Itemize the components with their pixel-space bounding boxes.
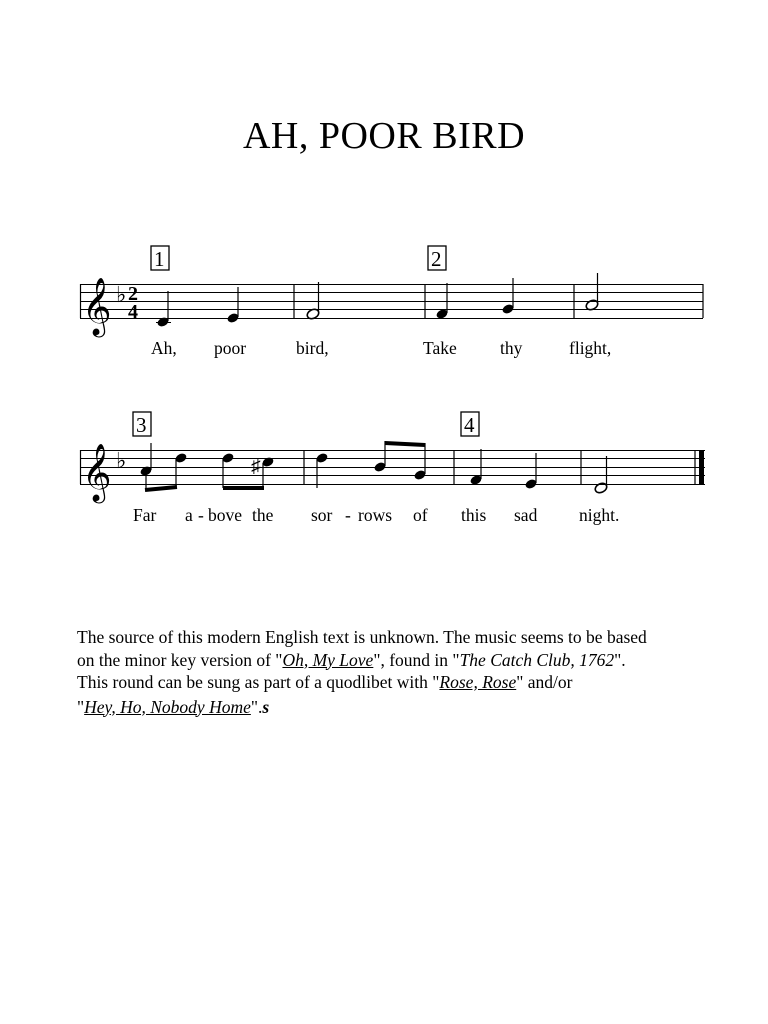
note-d5-eighth (174, 452, 188, 488)
notes-line-3 (77, 671, 737, 694)
treble-clef: 𝄞 (82, 278, 112, 334)
note-d5-eighth (221, 452, 235, 488)
notes-text: This round can be sung as part of a quodlibet with " (77, 672, 440, 692)
notes-line-2 (77, 649, 737, 672)
beam (385, 443, 425, 445)
lyric: rows (358, 505, 393, 525)
note-g4-eighth (413, 443, 427, 481)
treble-clef: 𝄞 (82, 444, 112, 500)
time-signature-top: 2 (128, 283, 138, 305)
lyrics-line-1 (151, 338, 611, 358)
notes-text: ". (250, 696, 263, 717)
notes-text: on the minor key version of " (77, 649, 283, 670)
lyric-hyphen: - (198, 505, 204, 525)
note-d5 (315, 452, 329, 488)
lyric: Ah, (151, 338, 177, 358)
lyric: night. (579, 505, 620, 525)
song-title: AH, POOR BIRD (242, 115, 526, 157)
notes-suffix: s (262, 696, 270, 717)
lyric: of (413, 505, 428, 525)
lyric: sor (311, 505, 333, 525)
sharp-accidental: ♯ (251, 456, 261, 477)
lyrics-line-2 (133, 505, 619, 525)
rehearsal-mark-1: 1 (154, 247, 165, 271)
lyric: a (185, 505, 193, 525)
notes-text: The source of this modern English text is unknown. The music seems to be based (77, 627, 647, 647)
lyric: Take (423, 338, 457, 358)
notes-text: ", found in " (373, 649, 460, 670)
lyric: sad (514, 505, 538, 525)
lyric: this (461, 505, 487, 525)
lyric: thy (500, 338, 523, 358)
lyric-hyphen: - (345, 505, 351, 525)
lyric: flight, (569, 338, 612, 358)
note-a4-eighth (373, 441, 387, 473)
key-signature-flat: ♭ (116, 448, 127, 473)
lyric: Far (133, 505, 157, 525)
key-signature-flat: ♭ (116, 282, 127, 307)
lyric: the (252, 505, 274, 525)
time-signature-bottom: 4 (128, 301, 138, 323)
notes-line-4 (77, 696, 737, 719)
staff-system-2 (80, 412, 705, 525)
catch-club-title: The Catch Club, 1762 (459, 649, 615, 670)
rehearsal-mark-3: 3 (136, 413, 147, 437)
staff-system-1 (80, 246, 703, 358)
final-barline (699, 450, 704, 485)
note-g4 (501, 278, 515, 315)
link-oh-my-love[interactable]: Oh, My Love (282, 649, 374, 670)
note-csharp5-eighth (261, 456, 275, 488)
notes-text: " (77, 696, 85, 717)
notes-line-1 (77, 626, 737, 649)
source-notes (77, 626, 737, 718)
rehearsal-mark-2: 2 (431, 247, 442, 271)
lyric: poor (214, 338, 247, 358)
lyric: bird, (296, 338, 329, 358)
beam (145, 487, 177, 490)
link-hey-ho-nobody-home[interactable]: Hey, Ho, Nobody Home (84, 696, 251, 717)
link-rose-rose[interactable]: Rose, Rose (439, 672, 517, 692)
notes-text: " and/or (516, 672, 573, 692)
notes-text: ". (614, 649, 626, 670)
lyric: bove (208, 505, 243, 525)
rehearsal-mark-4: 4 (464, 413, 475, 437)
